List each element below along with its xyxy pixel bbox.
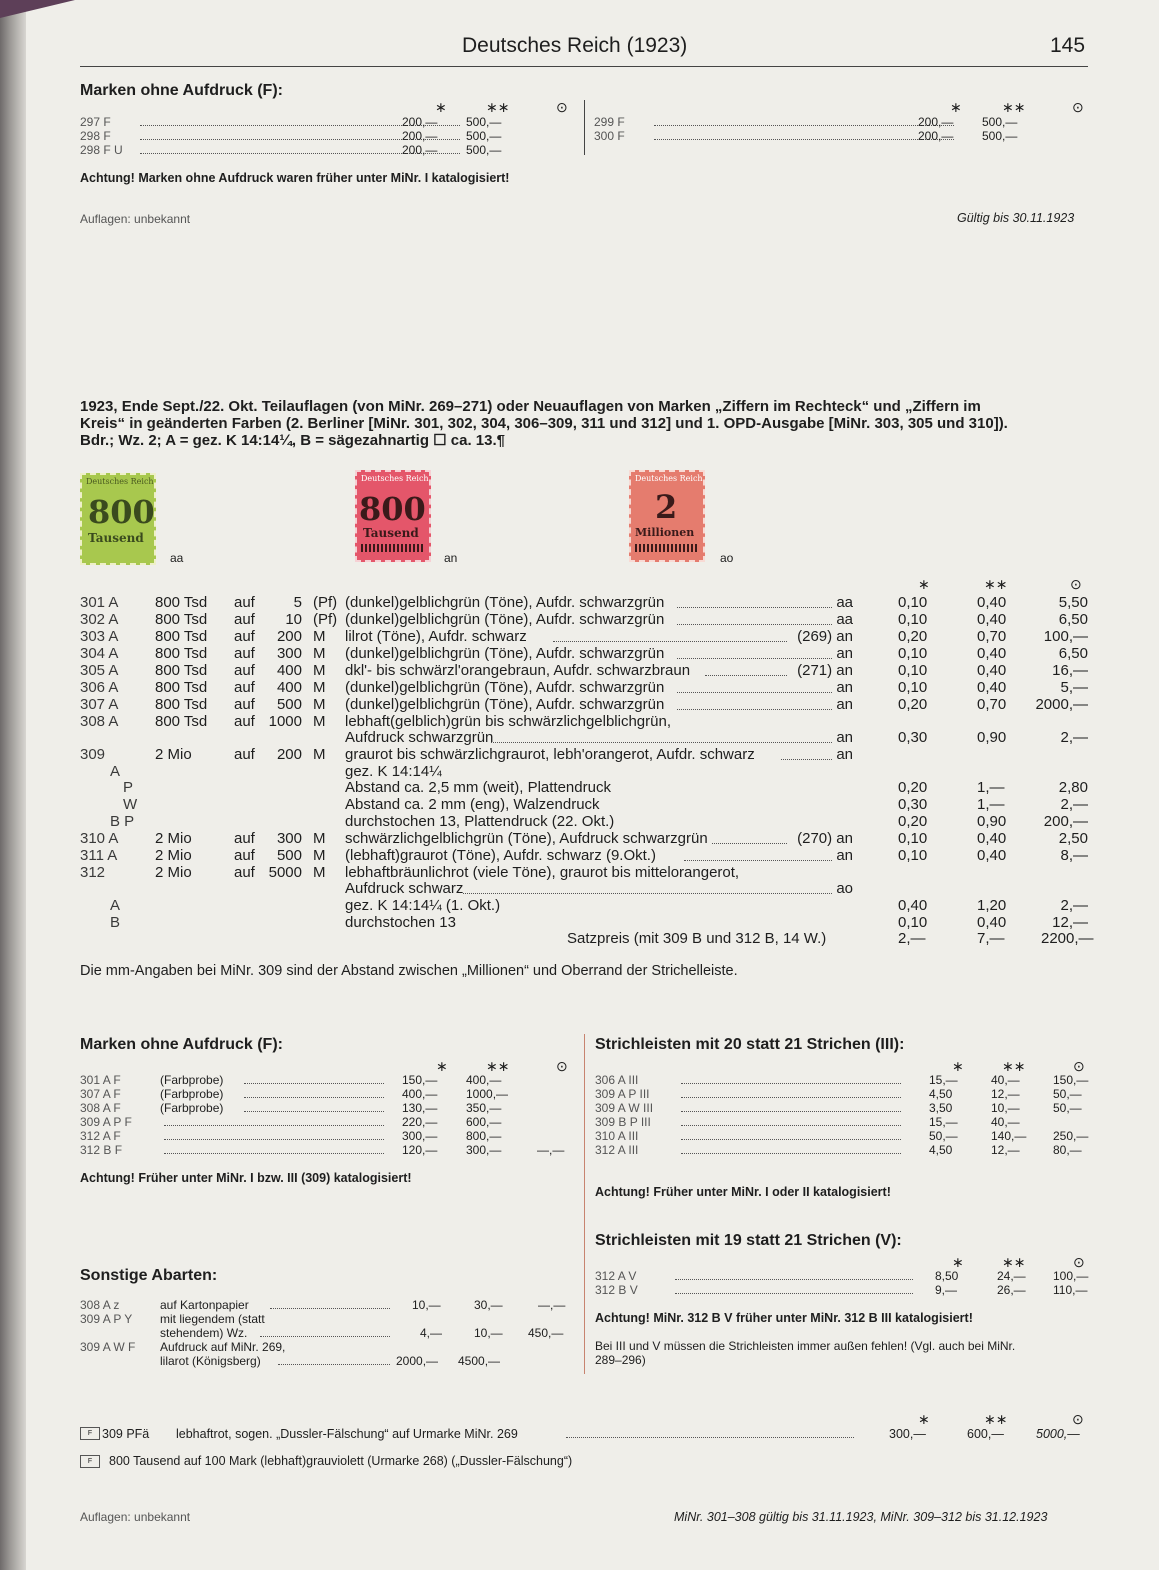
cell-desc: Abstand ca. 2 mm (eng), Walzendruck <box>345 796 600 813</box>
col-head-used: ⊙ <box>1072 1411 1084 1427</box>
cell-id: 308 A <box>80 713 119 730</box>
cell-v1: 220,— <box>402 1115 438 1129</box>
cell-id: 305 A <box>80 662 119 679</box>
table-row <box>80 1087 580 1101</box>
cell-p1: 0,20 <box>898 779 928 796</box>
footer-auflagen: Auflagen: unbekannt <box>80 1510 191 1524</box>
catalog-row <box>80 830 1090 847</box>
catalog-row <box>80 779 1090 796</box>
catalog-note: Achtung! Marken ohne Aufdruck waren früher unter MiNr. I katalogisiert! <box>80 171 510 185</box>
cell-auf: auf <box>234 847 255 864</box>
cell-p2: 0,70 <box>977 628 1007 645</box>
cell-desc: Abstand ca. 2,5 mm (weit), Plattendruck <box>345 779 611 796</box>
table-row <box>80 1129 580 1143</box>
cell-val: 800 Tsd <box>155 679 208 696</box>
cell-desc: graurot bis schwärzlichgraurot, lebh'orangerot, Aufdr. schwarz <box>345 746 755 763</box>
col-head-mint-hinged: ∗ <box>950 99 962 115</box>
cell-desc: lilrot (Töne), Aufdr. schwarz <box>345 628 527 645</box>
stamp-image-ao: Deutsches Reich 2 Millionen <box>629 470 705 562</box>
mm-note: Die mm-Angaben bei MiNr. 309 sind der Abstand zwischen „Millionen“ und Oberrand der Strichelleiste. <box>80 963 738 979</box>
table-row: stehendem) Wz. 4,— 10,— 450,— <box>160 1326 564 1340</box>
cell-v1: 300,— <box>402 1129 438 1143</box>
cell-unit: M <box>313 696 326 713</box>
cell-num: 1000 <box>268 713 302 730</box>
cell-p2: 1,20 <box>977 897 1007 914</box>
column-divider <box>584 1034 585 1374</box>
cell-p2: 0,40 <box>977 594 1007 611</box>
cell-unit: (Pf) <box>313 594 338 611</box>
catalog-row <box>80 796 1090 813</box>
table-row <box>80 1115 580 1129</box>
cell-p1: 0,40 <box>898 897 928 914</box>
catalog-row <box>80 645 1090 662</box>
cell-id: 309 <box>80 746 106 763</box>
cell-unit: M <box>313 864 326 881</box>
cell-p3: 8,— <box>1060 847 1088 864</box>
table-row: 299 F 200,— 500,— <box>594 115 1018 129</box>
col-head-mint: ∗∗ <box>1002 1058 1026 1074</box>
cell-v2: 12,— <box>991 1143 1020 1157</box>
cell-id: 302 A <box>80 611 119 628</box>
catalog-row <box>80 713 1090 730</box>
forgery-icon: F <box>80 1455 100 1468</box>
section-title-marken-ohne-aufdruck-2: Marken ohne Aufdruck (F): <box>80 1036 283 1053</box>
cell-unit: M <box>313 830 326 847</box>
cell-v3: 110,— <box>1053 1283 1088 1297</box>
cell-id: 301 A F <box>80 1073 121 1087</box>
cell-ref: ao <box>836 880 853 897</box>
cell-num: 500 <box>276 696 302 713</box>
cell-ref: aa <box>836 611 853 628</box>
sec4-text-cont: 289–296) <box>595 1353 646 1367</box>
cell-val: 2 Mio <box>155 864 192 881</box>
section-title-marken-ohne-aufdruck: Marken ohne Aufdruck (F): <box>80 82 283 99</box>
cell-v2: 10,— <box>991 1101 1020 1115</box>
stamp-image-an: Deutsches Reich 800 Tausend <box>355 470 431 562</box>
table-row <box>595 1143 1095 1157</box>
page-number: 145 <box>1050 34 1086 57</box>
cell-p1: 0,30 <box>898 729 928 746</box>
cell-p2: 0,40 <box>977 830 1007 847</box>
cell-p2: 0,40 <box>977 847 1007 864</box>
catalog-row <box>80 864 1090 881</box>
cell-id: 310 A <box>80 830 119 847</box>
cell-num: 10 <box>285 611 302 628</box>
cell-desc: (dunkel)gelblichgrün (Töne), Aufdr. schwarzgrün <box>345 594 665 611</box>
cell-p3: 12,— <box>1052 914 1088 931</box>
cell-p2: 1,— <box>977 779 1005 796</box>
cell-v1: 4,50 <box>929 1143 953 1157</box>
cell-p1: 0,10 <box>898 914 928 931</box>
cell-ref: an <box>836 645 853 662</box>
cell-p3: 2,80 <box>1058 779 1088 796</box>
cell-unit: M <box>313 713 326 730</box>
col-head-mint-hinged: ∗ <box>918 1411 930 1427</box>
cell-id: 308 A F <box>80 1101 121 1115</box>
table-row: 309 A P Y mit liegendem (statt <box>80 1312 265 1326</box>
cell-p2: 0,40 <box>977 645 1007 662</box>
cell-ref: (269) an <box>797 628 853 645</box>
cell-p3: 5,50 <box>1058 594 1088 611</box>
col-head-mint: ∗∗ <box>1002 1254 1026 1270</box>
cell-p1: 0,10 <box>898 594 928 611</box>
cell-id: A <box>110 763 121 780</box>
cell-desc: (dunkel)gelblichgrün (Töne), Aufdr. schwarzgrün <box>345 696 665 713</box>
cell-p3: 5,— <box>1060 679 1088 696</box>
table-row: lilarot (Königsberg) 2000,— 4500,— <box>160 1354 501 1368</box>
cell-desc: (lebhaft)graurot (Töne), Aufdr. schwarz (9.Okt.) <box>345 847 656 864</box>
cell-num: 300 <box>276 645 302 662</box>
cell-desc: gez. K 14:14¼ (1. Okt.) <box>345 897 501 914</box>
cell-num: 500 <box>276 847 302 864</box>
cell-unit: M <box>313 746 326 763</box>
cell-id: B <box>110 914 121 931</box>
cell-v2: 12,— <box>991 1087 1020 1101</box>
cell-v3: —,— <box>537 1143 565 1157</box>
table-row <box>595 1115 1095 1129</box>
cell-p2: 0,40 <box>977 611 1007 628</box>
cell-id: 306 A III <box>595 1073 639 1087</box>
cell-id: W <box>123 796 138 813</box>
cell-id: 310 A III <box>595 1129 639 1143</box>
cell-p3: 16,— <box>1052 662 1088 679</box>
stamp-label-an: an <box>444 551 458 565</box>
col-head-mint: ∗∗ <box>984 576 1008 592</box>
cell-id: A <box>110 897 121 914</box>
cell-auf: auf <box>234 746 255 763</box>
catalog-row <box>80 628 1090 645</box>
table-row: 298 F 200,— 500,— <box>80 129 502 143</box>
table-row <box>80 1101 580 1115</box>
cell-val: 2 Mio <box>155 746 192 763</box>
forgery-icon: F <box>80 1427 100 1440</box>
catalog-row <box>80 679 1090 696</box>
cell-unit: M <box>313 628 326 645</box>
catalog-row <box>80 897 1090 914</box>
table-row <box>595 1283 1095 1297</box>
col-head-used: ⊙ <box>556 1058 568 1074</box>
cell-v2: 1000,— <box>466 1087 509 1101</box>
table-row: 308 A z auf Kartonpapier 10,— 30,— —,— <box>80 1298 566 1312</box>
cell-v1: 3,50 <box>929 1101 953 1115</box>
cell-desc: (Farbprobe) <box>160 1101 224 1115</box>
table-row: 300 F 200,— 500,— <box>594 129 1018 143</box>
cell-p3: 2,— <box>1060 796 1088 813</box>
section-title-strichleisten-20: Strichleisten mit 20 statt 21 Strichen (III): <box>595 1036 905 1053</box>
cell-id: 312 <box>80 864 106 881</box>
cell-v2: 40,— <box>991 1115 1020 1129</box>
cell-ref: an <box>836 729 853 746</box>
cell-v2: 400,— <box>466 1073 502 1087</box>
cell-unit: M <box>313 662 326 679</box>
cell-id: 309 A P F <box>80 1115 132 1129</box>
cell-val: 800 Tsd <box>155 611 208 628</box>
cell-auf: auf <box>234 662 255 679</box>
cell-id: 309 A W III <box>595 1101 654 1115</box>
cell-desc: (dunkel)gelblichgrün (Töne), Aufdr. schwarzgrün <box>345 611 665 628</box>
set-price-row: Satzpreis (mit 309 B und 312 B, 14 W.) 2,— 7,— 2200,— <box>567 930 1094 947</box>
col-head-used: ⊙ <box>1073 1058 1085 1074</box>
cell-v3: 100,— <box>1053 1269 1089 1283</box>
cell-p1: 0,10 <box>898 847 928 864</box>
cell-ref: an <box>836 847 853 864</box>
cell-desc: (dunkel)gelblichgrün (Töne), Aufdr. schwarzgrün <box>345 645 665 662</box>
cell-p1: 0,20 <box>898 628 928 645</box>
cell-num: 200 <box>276 746 302 763</box>
stamp-label-ao: ao <box>720 551 734 565</box>
cell-val: 800 Tsd <box>155 594 208 611</box>
cell-num: 300 <box>276 830 302 847</box>
cell-val: 800 Tsd <box>155 696 208 713</box>
cell-num: 5 <box>293 594 302 611</box>
cell-p1: 0,10 <box>898 662 928 679</box>
table-row <box>595 1101 1095 1115</box>
table-row <box>80 1143 580 1157</box>
cell-desc: dkl'- bis schwärzl'orangebraun, Aufdr. schwarzbraun <box>345 662 691 679</box>
cell-id: P <box>123 779 134 796</box>
col-head-mint-hinged: ∗ <box>952 1254 964 1270</box>
cell-val: 2 Mio <box>155 830 192 847</box>
page-corner-mark <box>0 0 75 18</box>
cell-id: 311 A <box>80 847 118 864</box>
cell-v1: 150,— <box>402 1073 438 1087</box>
catalog-row <box>80 847 1090 864</box>
cell-auf: auf <box>234 864 255 881</box>
cell-id: 309 B P III <box>595 1115 651 1129</box>
validity-note: Gültig bis 30.11.1923 <box>957 211 1075 225</box>
table-row: 309 PFä lebhaftrot, sogen. „Dussler-Fälschung“ auf Urmarke MiNr. 269 300,— 600,— 5000,— <box>102 1427 1080 1441</box>
cell-desc: schwärzlichgelblichgrün (Töne), Aufdruck schwarzgrün <box>345 830 708 847</box>
cell-v1: 4,50 <box>929 1087 953 1101</box>
cell-auf: auf <box>234 611 255 628</box>
sec2-note: Achtung! Früher unter MiNr. I bzw. III (309) katalogisiert! <box>80 1171 412 1185</box>
table-row: 297 F 200,— 500,— <box>80 115 502 129</box>
cell-desc: durchstochen 13, Plattendruck (22. Okt.) <box>345 813 615 830</box>
cell-v3: 80,— <box>1053 1143 1082 1157</box>
catalog-row <box>80 763 1090 780</box>
header-rule <box>80 66 1088 67</box>
cell-p1: 0,10 <box>898 830 928 847</box>
cell-v1: 130,— <box>402 1101 438 1115</box>
cell-v3: 50,— <box>1053 1101 1082 1115</box>
cell-id: 304 A <box>80 645 119 662</box>
cell-desc: (dunkel)gelblichgrün (Töne), Aufdr. schwarzgrün <box>345 679 665 696</box>
cell-desc: (Farbprobe) <box>160 1087 224 1101</box>
issue-description: 1923, Ende Sept./22. Okt. Teilauflagen (von MiNr. 269–271) oder Neuauflagen von Marken „Ziffern im Rechteck“ und „Ziffern im Kreis“ in geänderten Farben (2. Berliner [MiNr. 301, 302, 304, 306–309, 311 und 312] und 1. OPD-Ausgabe [MiNr. 303, 305 und 310]). Bdr.; Wz. 2; A = gez. K 14:14¼, B = sägezahnartig ☐ ca. 13.¶ <box>80 398 1008 449</box>
col-head-mint-hinged: ∗ <box>435 99 447 115</box>
cell-v3: 50,— <box>1053 1087 1082 1101</box>
cell-num: 400 <box>276 662 302 679</box>
cell-p1: 0,10 <box>898 679 928 696</box>
cell-ref: aa <box>836 594 853 611</box>
col-head-mint-hinged: ∗ <box>436 1058 448 1074</box>
cell-desc: gez. K 14:14¼ <box>345 763 442 780</box>
col-head-mint-hinged: ∗ <box>918 576 930 592</box>
cell-id: 307 A F <box>80 1087 121 1101</box>
cell-id: 312 B V <box>595 1283 638 1297</box>
catalog-row <box>80 594 1090 611</box>
page-title: Deutsches Reich (1923) <box>462 34 688 57</box>
cell-p1: 0,20 <box>898 696 928 713</box>
col-head-used: ⊙ <box>1072 99 1084 115</box>
cell-desc: Aufdruck schwarzgrün <box>345 729 494 746</box>
cell-auf: auf <box>234 594 255 611</box>
cell-unit: M <box>313 645 326 662</box>
cell-v1: 15,— <box>929 1073 958 1087</box>
cell-desc: Aufdruck schwarz <box>345 880 464 897</box>
cell-v1: 400,— <box>402 1087 438 1101</box>
cell-p2: 0,90 <box>977 813 1007 830</box>
cell-ref: (270) an <box>797 830 853 847</box>
cell-desc: lebhaftbräunlichrot (viele Töne), graurot bis mittelorangerot, <box>345 864 740 881</box>
catalog-row <box>80 729 1090 746</box>
sec4-text: Bei III und V müssen die Strichleisten immer außen fehlen! (Vgl. auch bei MiNr. <box>595 1339 1016 1353</box>
cell-p3: 2000,— <box>1035 696 1088 713</box>
catalog-row <box>80 662 1090 679</box>
cell-v2: 300,— <box>466 1143 502 1157</box>
cell-p3: 100,— <box>1043 628 1088 645</box>
cell-v3: 250,— <box>1053 1129 1089 1143</box>
cell-id: 306 A <box>80 679 119 696</box>
table-row: 309 A W F Aufdruck auf MiNr. 269, <box>80 1340 286 1354</box>
cell-p3: 2,50 <box>1058 830 1088 847</box>
col-head-used: ⊙ <box>1070 576 1082 592</box>
cell-v1: 9,— <box>935 1283 958 1297</box>
cell-v1: 50,— <box>929 1129 958 1143</box>
table-row: 298 F U 200,— 500,— <box>80 143 502 157</box>
cell-val: 800 Tsd <box>155 662 208 679</box>
cell-num: 400 <box>276 679 302 696</box>
cell-unit: M <box>313 847 326 864</box>
col-head-mint: ∗∗ <box>1002 99 1026 115</box>
cell-auf: auf <box>234 696 255 713</box>
col-head-mint: ∗∗ <box>486 1058 510 1074</box>
cell-p1: 0,30 <box>898 796 928 813</box>
table-row <box>80 1073 580 1087</box>
cell-p3: 2,— <box>1060 729 1088 746</box>
cell-v2: 800,— <box>466 1129 502 1143</box>
cell-v2: 26,— <box>997 1283 1026 1297</box>
cell-p3: 200,— <box>1043 813 1088 830</box>
cell-p3: 6,50 <box>1058 611 1088 628</box>
table-row <box>595 1269 1095 1283</box>
cell-auf: auf <box>234 645 255 662</box>
cell-val: 800 Tsd <box>155 713 208 730</box>
catalog-row <box>80 914 1090 931</box>
cell-id: 301 A <box>80 594 119 611</box>
cell-v2: 600,— <box>466 1115 502 1129</box>
cell-num: 5000 <box>268 864 302 881</box>
col-head-used: ⊙ <box>556 99 568 115</box>
cell-p2: 0,40 <box>977 679 1007 696</box>
catalog-row <box>80 746 1090 763</box>
section-title-strichleisten-19: Strichleisten mit 19 statt 21 Strichen (V): <box>595 1232 902 1249</box>
book-binding <box>0 0 26 1570</box>
cell-desc: (Farbprobe) <box>160 1073 224 1087</box>
col-head-mint: ∗∗ <box>984 1411 1008 1427</box>
cell-desc: lebhaft(gelblich)grün bis schwärzlichgelblichgrün, <box>345 713 672 730</box>
cell-v1: 15,— <box>929 1115 958 1129</box>
cell-id: 312 A F <box>80 1129 121 1143</box>
table-row <box>595 1073 1095 1087</box>
cell-p2: 0,70 <box>977 696 1007 713</box>
col-head-mint-hinged: ∗ <box>952 1058 964 1074</box>
cell-ref: an <box>836 679 853 696</box>
cell-auf: auf <box>234 679 255 696</box>
cell-ref: an <box>836 696 853 713</box>
sec4-note: Achtung! MiNr. 312 B V früher unter MiNr. 312 B III katalogisiert! <box>595 1311 973 1325</box>
cell-p1: 0,10 <box>898 611 928 628</box>
stamp-image-aa: Deutsches Reich 800 Tausend <box>80 473 156 565</box>
cell-p1: 0,10 <box>898 645 928 662</box>
cell-id: 303 A <box>80 628 119 645</box>
cell-v1: 8,50 <box>935 1269 959 1283</box>
catalog-row <box>80 696 1090 713</box>
cell-id: 312 A III <box>595 1143 639 1157</box>
table-row <box>595 1129 1095 1143</box>
cell-p2: 0,40 <box>977 662 1007 679</box>
cell-id: 307 A <box>80 696 119 713</box>
cell-ref: an <box>836 746 853 763</box>
cell-v2: 24,— <box>997 1269 1026 1283</box>
cell-auf: auf <box>234 713 255 730</box>
cell-val: 800 Tsd <box>155 628 208 645</box>
cell-id: 312 A V <box>595 1269 637 1283</box>
cell-p2: 0,40 <box>977 914 1007 931</box>
cell-unit: (Pf) <box>313 611 338 628</box>
col-head-mint: ∗∗ <box>486 99 510 115</box>
cell-v2: 140,— <box>991 1129 1027 1143</box>
stamp-label-aa: aa <box>170 551 184 565</box>
cell-v2: 40,— <box>991 1073 1020 1087</box>
cell-v1: 120,— <box>402 1143 438 1157</box>
forgery-description: 800 Tausend auf 100 Mark (lebhaft)grauviolett (Urmarke 268) („Dussler-Fälschung“) <box>109 1454 573 1468</box>
col-head-used: ⊙ <box>1073 1254 1085 1270</box>
section-title-sonstige-abarten: Sonstige Abarten: <box>80 1267 218 1284</box>
cell-ref: (271) an <box>797 662 853 679</box>
cell-num: 200 <box>276 628 302 645</box>
cell-id: B P <box>110 813 135 830</box>
catalog-row <box>80 880 1090 897</box>
footer-validity: MiNr. 301–308 gültig bis 31.11.1923, MiNr. 309–312 bis 31.12.1923 <box>674 1510 1048 1524</box>
cell-id: 312 B F <box>80 1143 123 1157</box>
cell-p3: 6,50 <box>1058 645 1088 662</box>
cell-id: 309 A P III <box>595 1087 650 1101</box>
cell-p3: 2,— <box>1060 897 1088 914</box>
auflagen-note: Auflagen: unbekannt <box>80 212 191 226</box>
cell-v2: 350,— <box>466 1101 502 1115</box>
cell-p2: 0,90 <box>977 729 1007 746</box>
cell-val: 800 Tsd <box>155 645 208 662</box>
cell-val: 2 Mio <box>155 847 192 864</box>
table-row <box>595 1087 1095 1101</box>
catalog-row <box>80 813 1090 830</box>
column-divider <box>584 100 585 155</box>
cell-desc: durchstochen 13 <box>345 914 456 931</box>
cell-auf: auf <box>234 830 255 847</box>
catalog-row <box>80 611 1090 628</box>
cell-p1: 0,20 <box>898 813 928 830</box>
cell-auf: auf <box>234 628 255 645</box>
sec3-note: Achtung! Früher unter MiNr. I oder II katalogisiert! <box>595 1185 891 1199</box>
cell-v3: 150,— <box>1053 1073 1089 1087</box>
cell-unit: M <box>313 679 326 696</box>
cell-p2: 1,— <box>977 796 1005 813</box>
